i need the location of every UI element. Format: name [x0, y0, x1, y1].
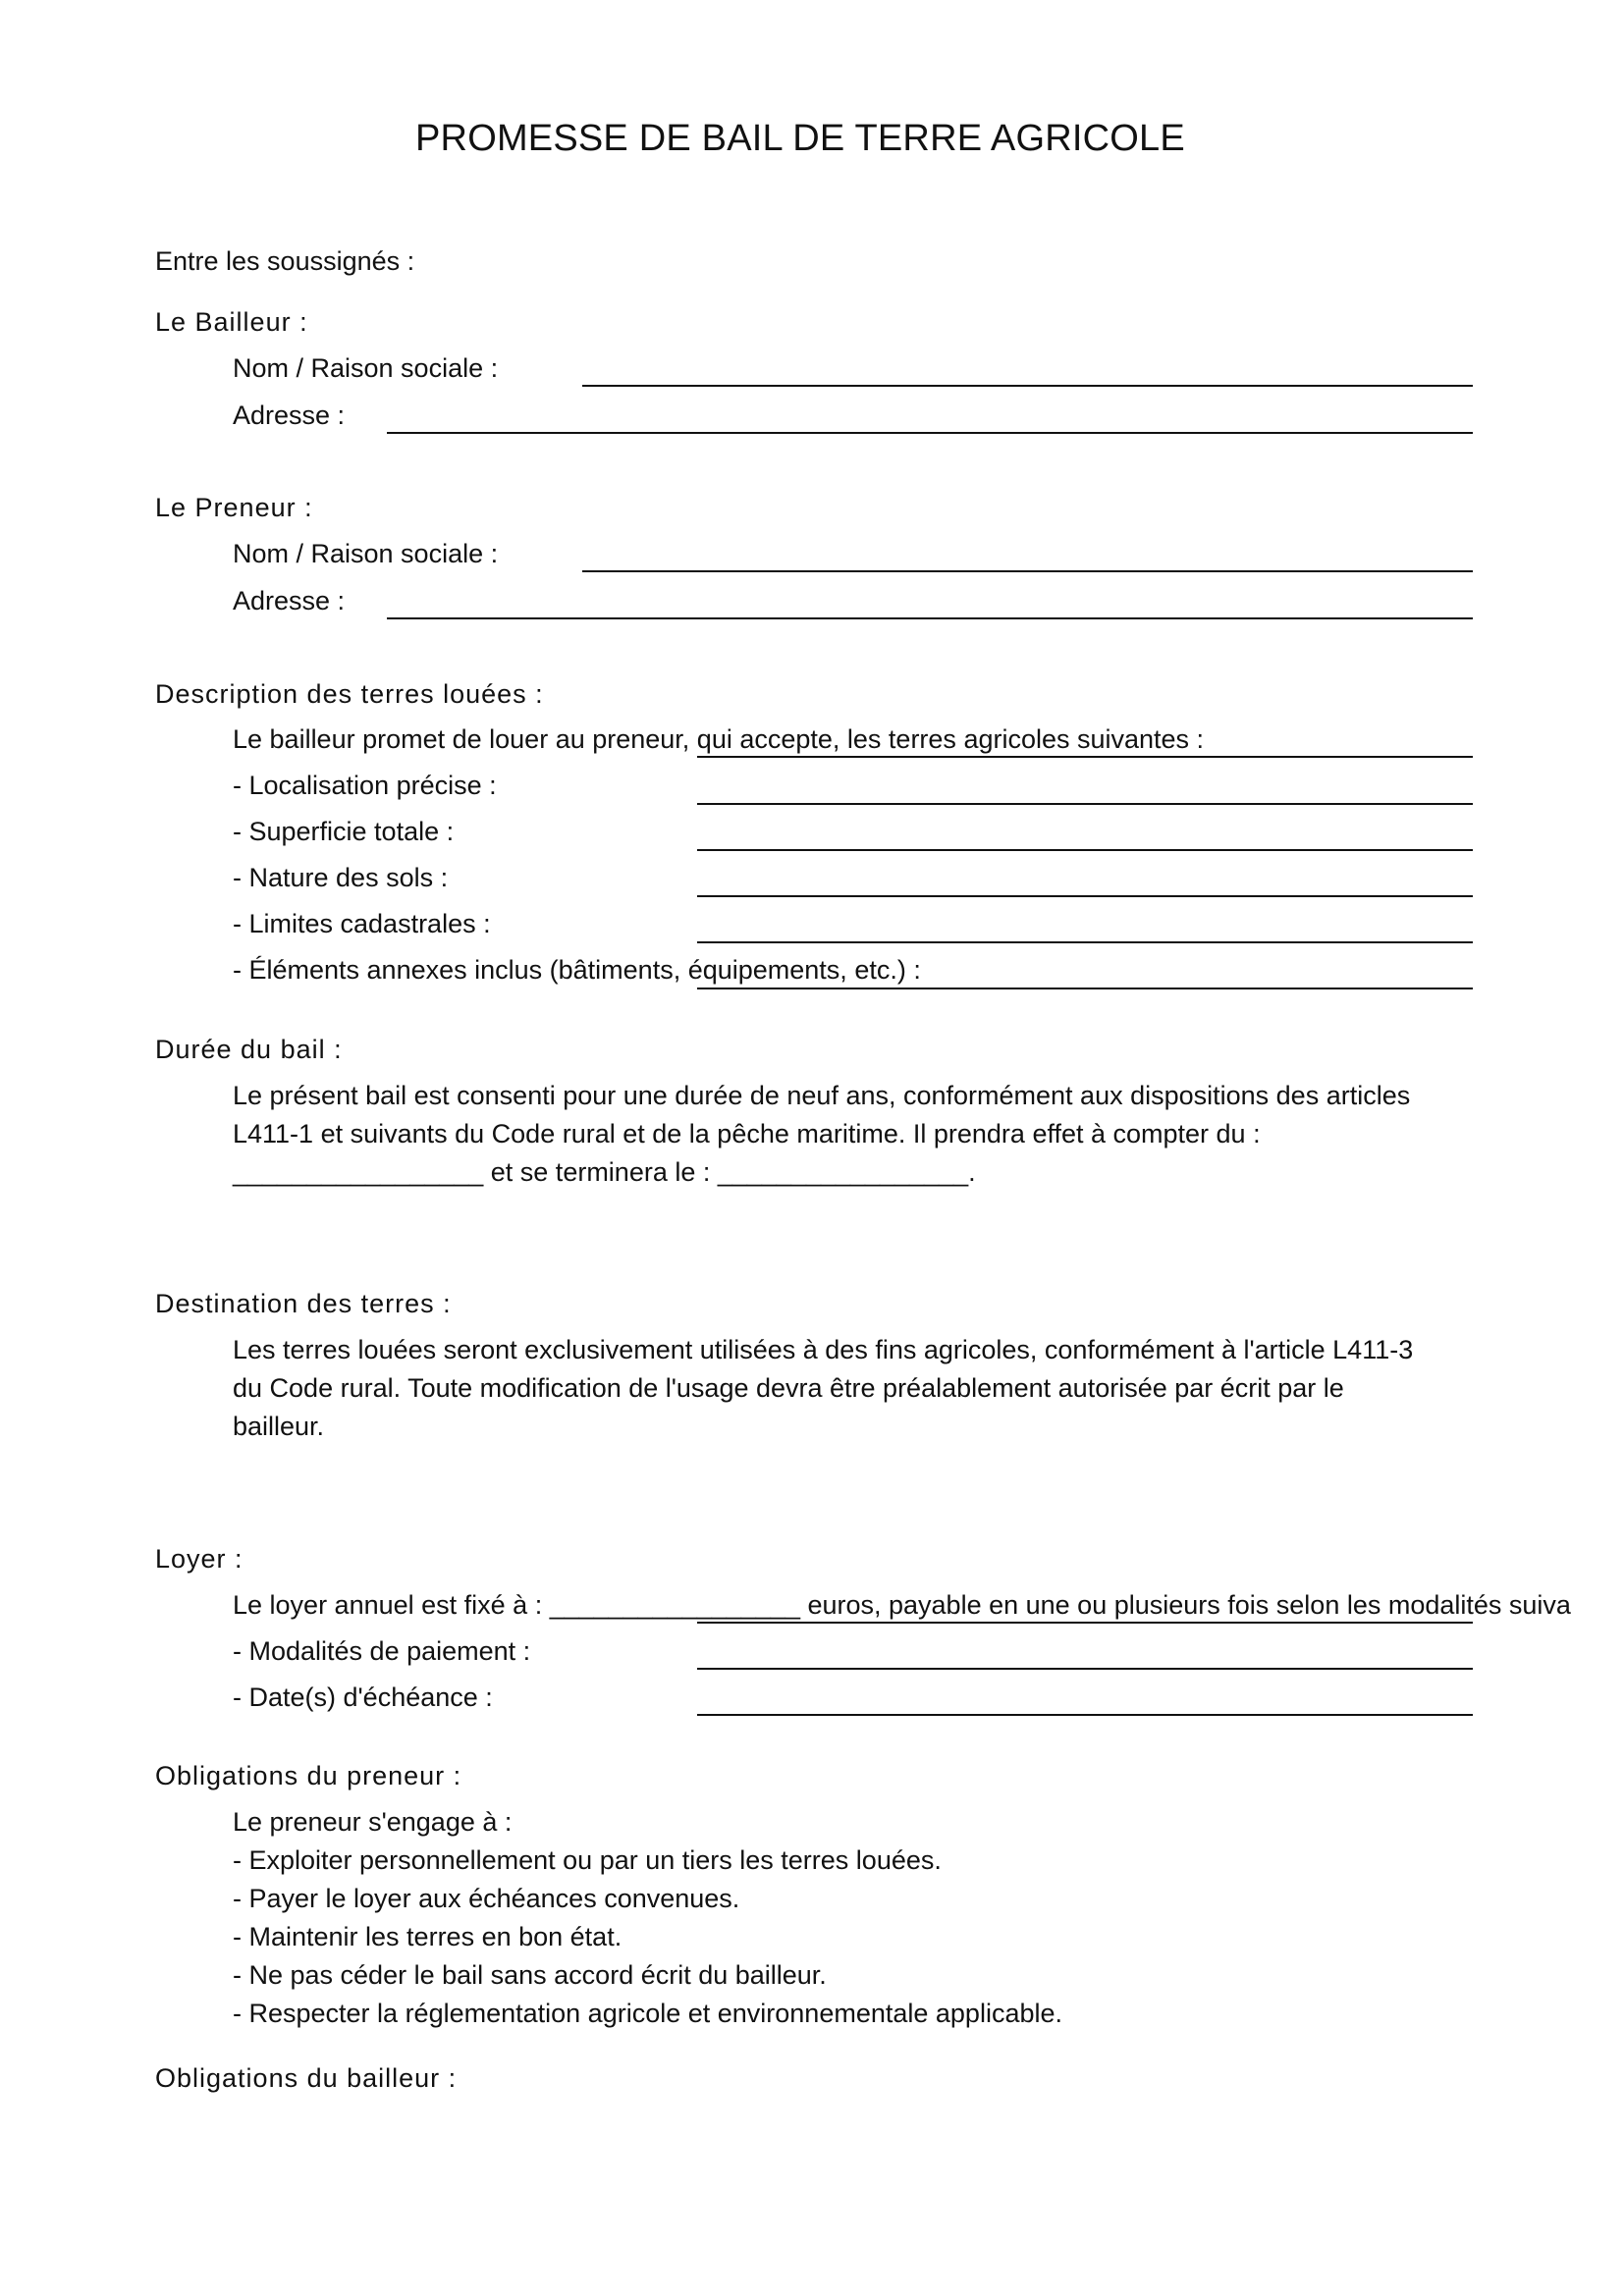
nature-sols-field[interactable] [697, 895, 1473, 897]
obligations-preneur-line: - Exploiter personnellement ou par un tiers les terres louées. [233, 1845, 942, 1875]
duree-heading: Durée du bail : [155, 1035, 343, 1064]
destination-line: du Code rural. Toute modification de l'usage devra être préalablement autorisée par écrit par le [233, 1373, 1344, 1403]
loyer-item-echeance: - Date(s) d'échéance : [233, 1682, 493, 1712]
preneur-adresse-label: Adresse : [233, 586, 346, 615]
obligations-preneur-line: - Respecter la réglementation agricole et environnementale applicable. [233, 1999, 1062, 2028]
preneur-nom-label: Nom / Raison sociale : [233, 539, 499, 568]
description-item-superficie: - Superficie totale : [233, 817, 455, 846]
description-item-limites: - Limites cadastrales : [233, 909, 491, 938]
preneur-adresse-field[interactable] [387, 617, 1473, 619]
limites-field[interactable] [697, 941, 1473, 943]
superficie-field[interactable] [697, 849, 1473, 851]
obligations-preneur-line: - Ne pas céder le bail sans accord écrit du bailleur. [233, 1960, 827, 1990]
duree-paragraph [233, 1077, 1410, 1192]
description-item-nature-sols: - Nature des sols : [233, 863, 449, 892]
annexes-field[interactable] [697, 988, 1473, 989]
destination-line: Les terres louées seront exclusivement utilisées à des fins agricoles, conformément à l'article L411-3 [233, 1335, 1414, 1364]
bailleur-nom-field[interactable] [582, 385, 1473, 387]
obligations-preneur-list [233, 1803, 1062, 2033]
document-title: PROMESSE DE BAIL DE TERRE AGRICOLE [415, 118, 1185, 159]
localisation-field[interactable] [697, 803, 1473, 805]
duree-line: Le présent bail est consenti pour une durée de neuf ans, conformément aux dispositions des articles [233, 1081, 1411, 1110]
description-intro: Le bailleur promet de louer au preneur, qui accepte, les terres agricoles suivantes : [233, 724, 1205, 754]
destination-heading: Destination des terres : [155, 1289, 452, 1318]
destination-line: bailleur. [233, 1412, 325, 1441]
bailleur-adresse-label: Adresse : [233, 400, 346, 430]
obligations-preneur-heading: Obligations du preneur : [155, 1761, 462, 1790]
description-heading: Description des terres louées : [155, 679, 544, 709]
destination-paragraph [233, 1331, 1413, 1446]
modalites-field[interactable] [697, 1668, 1473, 1670]
description-item-annexes: - Éléments annexes inclus (bâtiments, équipements, etc.) : [233, 955, 921, 985]
bailleur-adresse-field[interactable] [387, 432, 1473, 434]
description-intro-field[interactable] [697, 756, 1473, 758]
description-item-localisation: - Localisation précise : [233, 771, 497, 800]
intro-text: Entre les soussignés : [155, 246, 415, 276]
obligations-preneur-line: - Maintenir les terres en bon état. [233, 1922, 623, 1951]
loyer-intro: Le loyer annuel est fixé à : _________________ euros, payable en une ou plusieurs fois selon les modalités suiva [233, 1590, 1571, 1620]
bailleur-nom-label: Nom / Raison sociale : [233, 353, 499, 383]
duree-line: L411-1 et suivants du Code rural et de la pêche maritime. Il prendra effet à compter du : [233, 1119, 1261, 1148]
duree-line: _________________ et se terminera le : _________________. [233, 1157, 976, 1187]
obligations-preneur-line: - Payer le loyer aux échéances convenues. [233, 1884, 740, 1913]
echeance-field[interactable] [697, 1714, 1473, 1716]
loyer-intro-field[interactable] [697, 1622, 1473, 1624]
preneur-heading: Le Preneur : [155, 493, 313, 522]
obligations-bailleur-heading: Obligations du bailleur : [155, 2063, 458, 2093]
obligations-preneur-line: Le preneur s'engage à : [233, 1807, 513, 1837]
loyer-heading: Loyer : [155, 1544, 244, 1574]
loyer-item-modalites: - Modalités de paiement : [233, 1636, 531, 1666]
preneur-nom-field[interactable] [582, 570, 1473, 572]
bailleur-heading: Le Bailleur : [155, 307, 308, 337]
